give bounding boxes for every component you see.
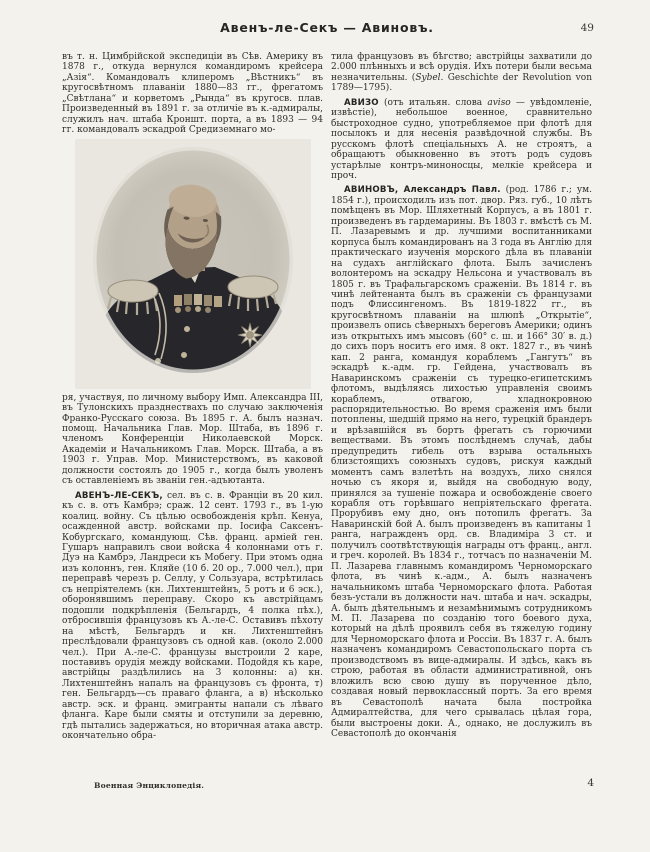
article-body-avizo: — увѣдомленіе, извѣстіе), небольшое военное, сравнительно быстроходное судно, употребляемое при флотѣ для посылокъ и для несенія развѣдочной службы. Въ русскомъ флотѣ спеціальныхъ А. не строятъ, а обращаютъ обыкновенно въ этотъ родъ судовъ устарѣлые контръ-миноносцы, мелкіе крейсера и проч.	[331, 97, 592, 181]
article-body-avinov: (род. 1786 г.; ум. 1854 г.), происходилъ изъ пот. двор. Ряз. губ., 10 лѣтъ помѣщенъ въ Мор. Шляхетный Корпусъ, а въ 1801 г. произведенъ въ гардемарины. Въ 1803 г. вмѣстѣ съ М. П. Лазаревымъ и др. лучшими воспитанниками корпуса былъ командированъ на 3 года въ Англію для практическаго изученія морского дѣла въ плаваніи на судахъ англійскаго флота. Былъ зачисленъ волонтеромъ на эскадру Нельсона и участвовалъ въ 1805 г. въ Трафальгарскомъ сраженіи. Въ 1814 г. въ чинѣ лейтенанта былъ въ сраженіи съ французами подъ Флиссингеномъ. Въ 1819-1822 гг., въ кругосвѣтномъ плаваніи на шлюпѣ „Открытіе“, произвелъ опись сѣверныхъ береговъ Америки; одинъ изъ открытыхъ имъ мысовъ (60° с. ш. и 166° 30′ в. д.) до сихъ поръ носитъ его имя. 8 окт. 1827 г., въ чинѣ кап. 2 ранга, командуя кораблемъ „Гангутъ“ въ эскадрѣ к.-адм. гр. Гейдена, участвовалъ въ Наваринскомъ сраженіи съ турецко-египетскимъ флотомъ, выдѣляясь лихостью управленія своимъ кораблемъ, отвагою, хладнокровною распорядительностью. Во время сраженія имъ были потоплены, шедшій прямо на него, турецкій брандеръ и врѣзавшійся въ бортъ фрегатъ съ горючими веществами. Въ этомъ послѣднемъ случаѣ, дабы предупредить гибель отъ взрыва остальныхъ близстоящихъ союзныхъ судовъ, рискуя каждый моментъ самъ взлетѣть на воздухъ, лихо снялся ночью съ якоря и, выйдя на свободную воду, принялся за тушеніе пожара и освобожденіе своего корабля отъ горѣвшаго непріятельскаго фрегата. Прорубивъ ему дно, онъ потопилъ фрегатъ. За Наваринскій бой А. былъ произведенъ въ капитаны 1 ранга, награжденъ орд. св. Владиміра 3 ст. и получилъ соотвѣтствующія награды отъ франц., англ. и греч. королей. Въ 1834 г., тотчасъ по назначеніи М. П. Лазарева главнымъ командиромъ Черноморскаго флота, въ чинѣ к.-адм., А. былъ назначенъ начальникомъ штаба Черноморскаго флота. Работая безъ-устали въ должности нач. штаба и нач. эскадры, А. былъ дѣятельнымъ и незамѣнимымъ сотрудникомъ М. П. Лазарева по созданію того боевого духа, который на дѣлѣ проявилъ себя въ тяжелую годину для Черноморскаго флота и Россіи. Въ 1837 г. А. былъ назначенъ командиромъ Севастопольскаго порта съ производствомъ въ вице-адмиралы. И здѣсь, какъ въ строю, работая въ области административной, онъ вложилъ всю свою душу въ порученное дѣло, создавая новый первоклассный портъ. За его время въ Севастополѣ начата была постройка Адмиралтейства, для чего срывалась цѣлая гора, были выстроены доки. А., однако, не дослужилъ въ Севастополѣ до окончанія	[331, 185, 592, 739]
article-headword-avizo: АВИЗО	[344, 97, 379, 108]
admiral-portrait-illustration	[75, 139, 311, 389]
article-headword-aven-le-sec: АВЕНЪ-ЛЕ-СЕКЪ,	[75, 490, 163, 501]
running-head	[62, 20, 592, 40]
source-citation-title: . Geschichte der Revolution von 1789—1795).	[331, 72, 592, 94]
article-headword-avinov: АВИНОВЪ, Александръ Павл.	[344, 185, 501, 196]
continuation-paragraph-right	[331, 52, 592, 94]
article-aven-le-sec	[62, 491, 323, 742]
right-column	[331, 52, 592, 742]
page-title: Авенъ-ле-Секъ — Авиновъ.	[220, 20, 434, 35]
article-avinov	[331, 185, 592, 739]
page-footer	[62, 777, 594, 797]
left-column	[62, 52, 323, 742]
page-number: 49	[580, 22, 594, 34]
signature-mark: 4	[587, 777, 594, 789]
portrait-photo	[75, 139, 311, 389]
article-avizo	[331, 98, 592, 182]
continuation-paragraph-below-portrait: ря, участвуя, по личному выбору Имп. Александра III, въ Тулонскихъ празднествахъ по случаю заключенія Франко-Русскаго союза. Въ 1895 г. А. былъ назнач. помощ. Начальника Глав. Мор. Штаба, въ 1896 г. членомъ Конференціи Николаевской Морск. Академіи и Начальникомъ Глав. Морск. Штаба, а въ 1903 г. Управ. Мор. Министерствомъ, въ каковой должности состоялъ до 1905 г., когда былъ уволенъ съ оставленіемъ въ званіи ген.-адъютанта.	[62, 392, 323, 487]
continuation-paragraph-top: въ т. н. Цимбрійской экспедиціи въ Сѣв. Америку въ 1878 г., откуда вернулся командиромъ крейсера „Азія“. Командовалъ клиперомъ „Вѣстникъ“ въ кругосвѣтномъ плаваніи 1880—83 гг., фрегатомъ „Свѣтлана“ и корветомъ „Рында“ въ кругосв. плав. Произведенный въ 1891 г. за отличіе въ к.-адмиралы, служилъ нач. штаба Кроншт. порта, а въ 1893 — 94 гг. командовалъ эскадрой Средиземнаго мо-	[62, 52, 323, 136]
avizo-foreign-term: aviso	[487, 97, 511, 108]
article-body-aven-le-sec: сел. въ с. в. Франціи въ 20 кил. къ с. в. отъ Камбрэ; сраж. 12 сент. 1793 г., въ 1-ую коалиц. войну. Съ цѣлью освобожденія крѣп. Кенуа, осажденной австр. войсками пр. Іосифа Саксенъ-Кобургскаго, командующ. Сѣв. франц. арміей ген. Гушаръ направилъ свои войска 4 колоннами отъ г. Дуэ на Камбрэ, Ландреси къ Мобегу. При этомъ одна изъ колоннъ, ген. Кляйе (10 б. 20 ор., 7.000 чел.), при переправѣ черезъ р. Селлу, у Сользуара, встрѣтилась съ непріятелемъ (кн. Лихтенштейнъ, 5 ротъ и 6 эск.), оборонявшимъ переправу. Скоро къ австрійцамъ подошли подкрѣпленія (Бельгардъ, 4 полка пѣх.), отбросившія французовъ къ А.-ле-С. Оставивъ пѣхоту на мѣстѣ, Бельгардъ и кн. Лихтенштейнъ преслѣдовали французовъ съ одной кав. (около 2.000 чел.). При А.-ле-С. французы выстроили 2 каре, поставивъ орудія между войсками. Подойдя къ каре, австрійцы раздѣлились на 3 колонны: а) кн. Лихтенштейнъ напалъ на французовъ съ фронта, т) ген. Бельгардъ—съ праваго фланга, а в) нѣсколько австр. эск. и франц. эмигранты напали съ лѣваго фланга. Каре были смяты и отступили за деревню, гдѣ пытались задержаться, но вторичная атака австр. окончательно обра-	[62, 490, 323, 742]
continuation-text: тила французовъ въ бѣгство; австрійцы захватили до 2.000 плѣнныхъ и всѣ орудія. Ихъ потери были весьма незначительны. (	[331, 52, 592, 83]
two-column-text	[62, 52, 592, 742]
source-citation-author: Sybel	[415, 72, 441, 83]
publication-imprint: Военная Энциклопедія.	[94, 781, 205, 790]
text-block	[62, 20, 592, 742]
avizo-lead-text: (отъ итальян. слова	[378, 97, 488, 108]
